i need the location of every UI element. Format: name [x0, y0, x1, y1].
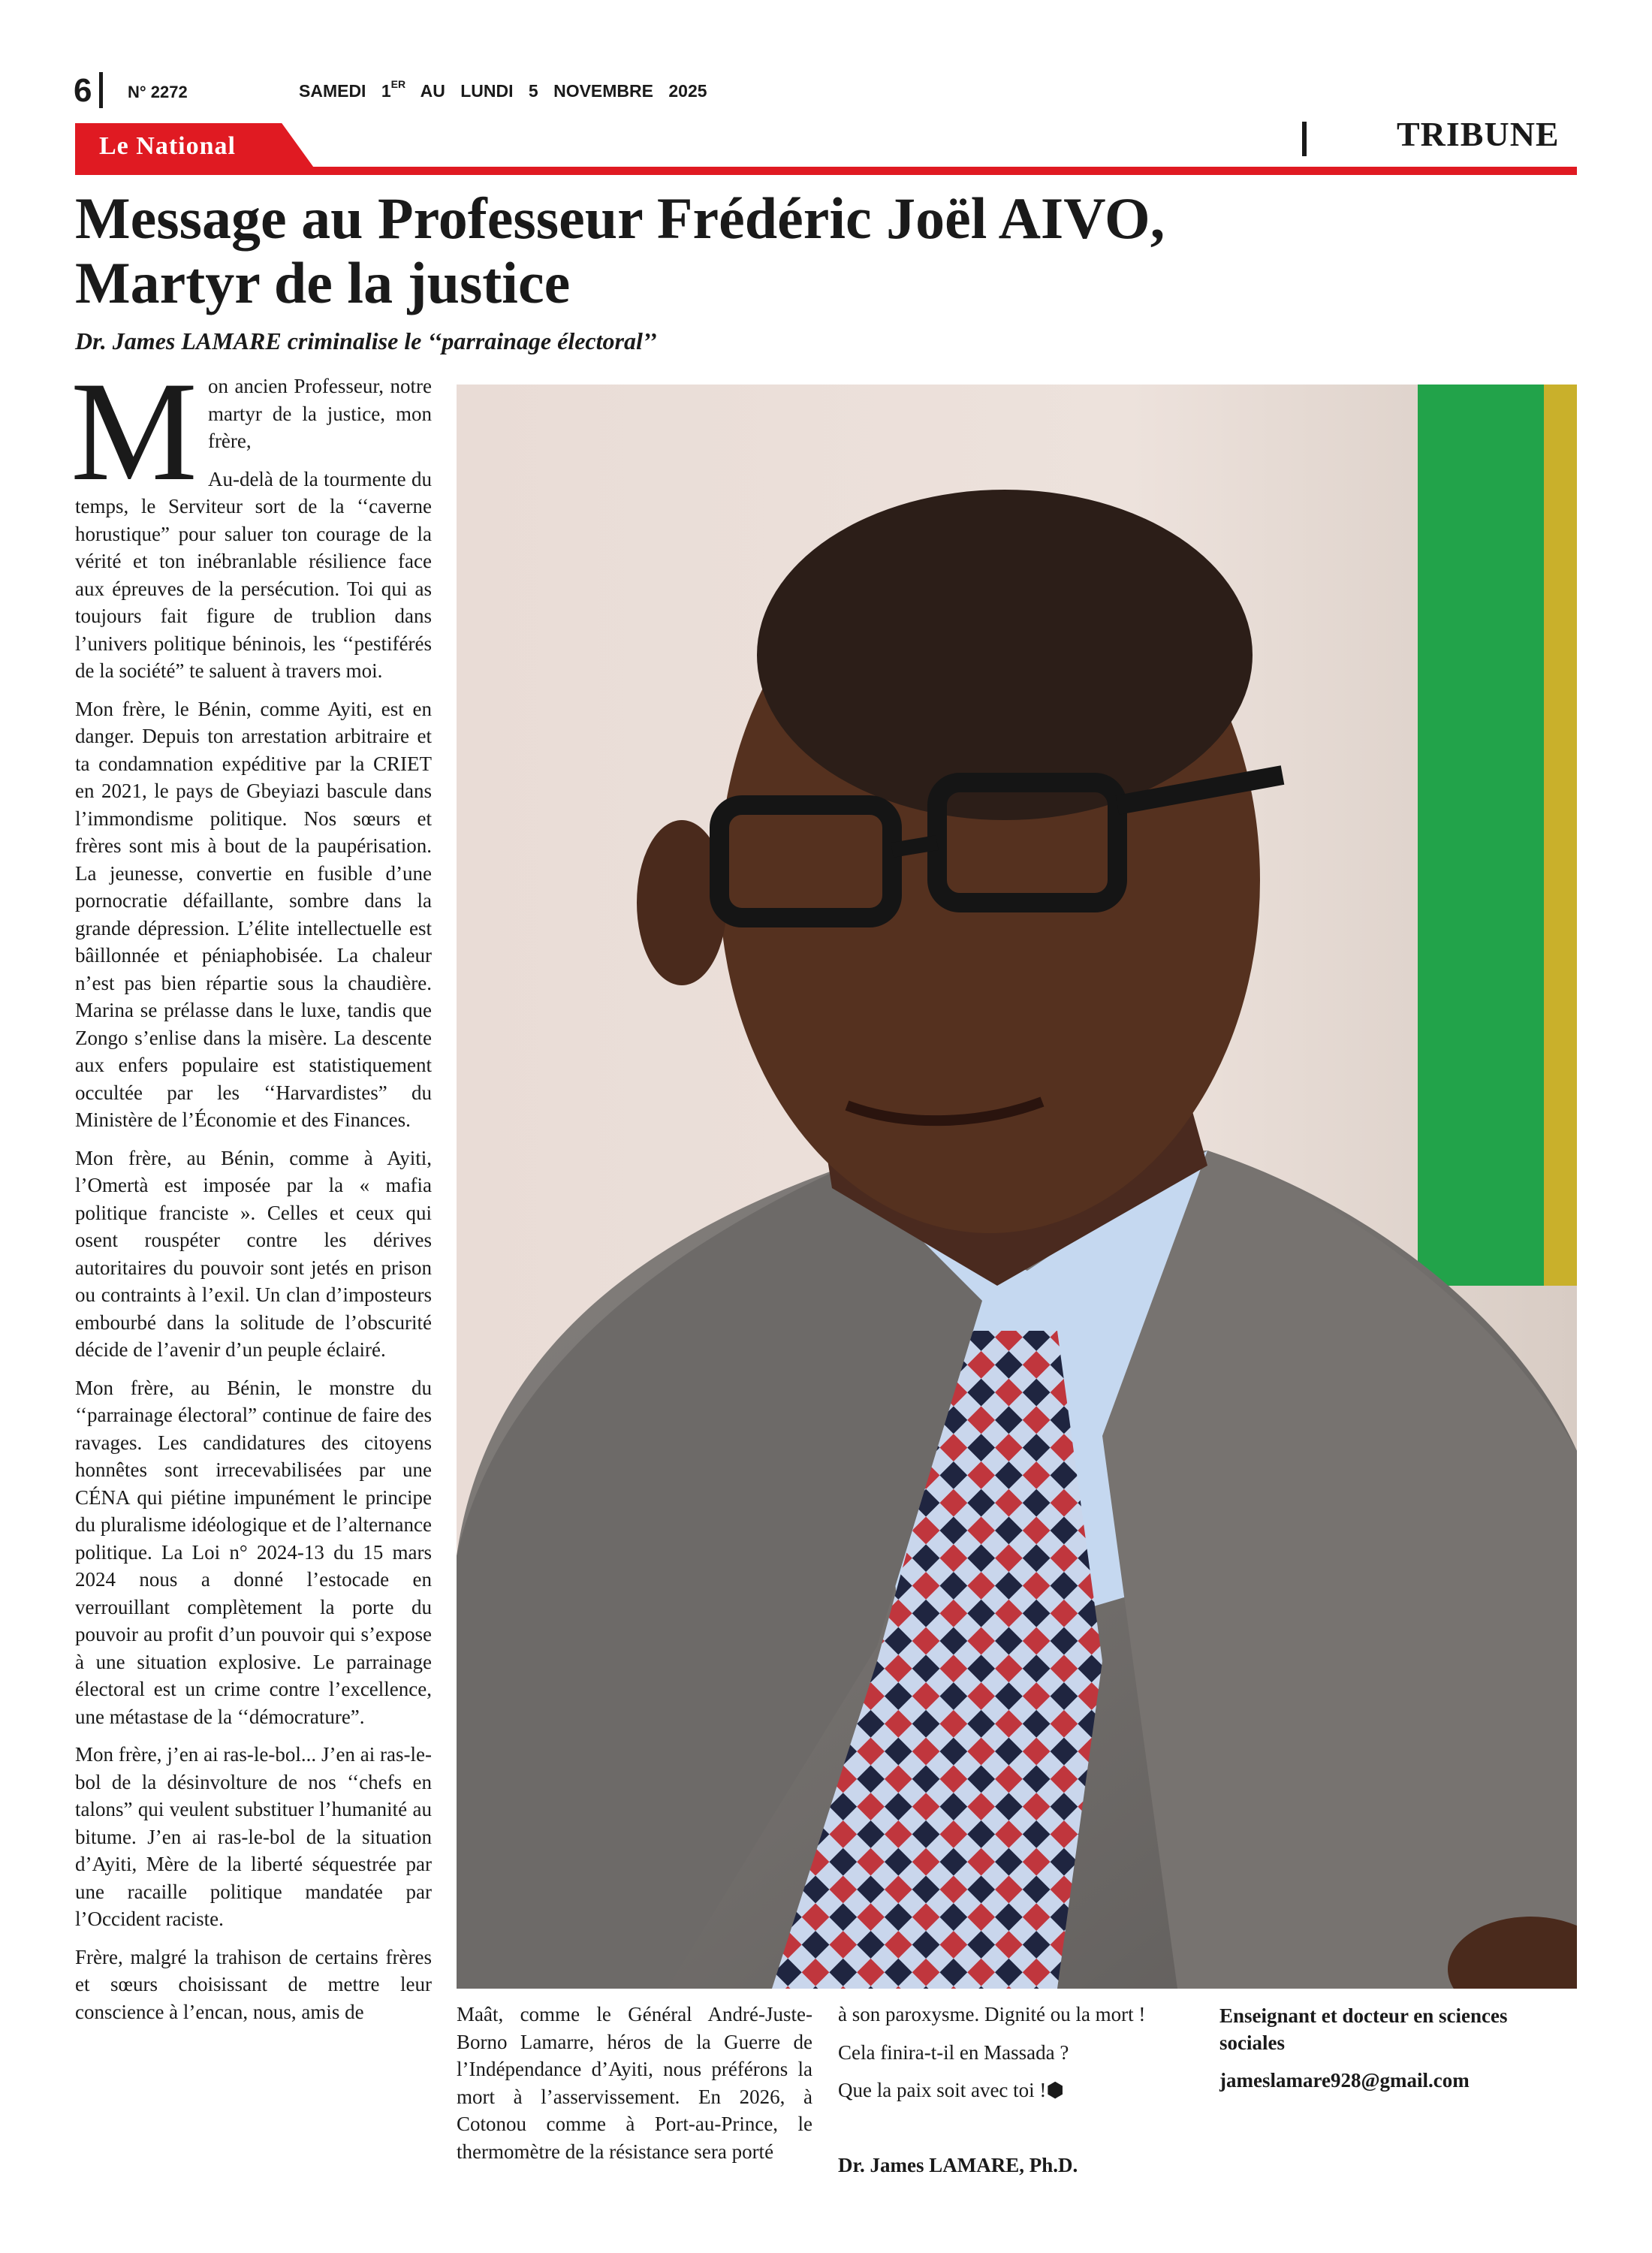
end-mark-icon: ⬢	[1046, 2079, 1064, 2101]
page-number: 6	[74, 72, 92, 109]
author-info	[1219, 2002, 1577, 2104]
paragraph-11	[838, 2077, 1194, 2104]
drop-cap: M	[71, 353, 197, 511]
date-prefix: SAMEDI 1	[299, 81, 391, 101]
section-divider	[1302, 122, 1307, 156]
title-line-2: Martyr de la justice	[75, 250, 571, 315]
article-title	[75, 186, 1502, 315]
publication-date	[299, 78, 707, 101]
author-email: jameslamare928@gmail.com	[1219, 2069, 1470, 2092]
page-number-divider	[99, 72, 103, 108]
issue-number: N° 2272	[128, 83, 188, 101]
brand-name: Le National	[99, 132, 236, 160]
paragraph-6: Mon frère, j’en ai ras-le-bol... J’en ai ras-le-bol de la désinvolture de nos ‘‘chefs en talons” qui veulent substituer l’humanité au bitume. J’en ai ras-le-bol de la situation d’Ayiti, Mère de la liberté séquestrée par une racaille politique mandatée par l’Occident raciste.	[75, 1743, 432, 1930]
paragraph-1-text: on ancien Professeur, notre martyr de la justice, mon frère,	[207, 375, 432, 452]
portrait-illustration	[457, 385, 1577, 1989]
article-subtitle: Dr. James LAMARE criminalise le ‘‘parrainage électoral’’	[75, 327, 657, 354]
paragraph-8: Maât, comme le Général André-Juste-Borno Lamarre, héros de la Guerre de l’Indépendance d’Ayiti, nous préférons la mort à l’asservissement. En 2026, à Cotonou comme à Port-au-Prince, le thermomètre de la résistance sera porté	[457, 2003, 812, 2163]
article-column-1	[71, 353, 432, 2036]
paragraph-2: Au-delà de la tourmente du temps, le Serviteur sort de la ‘‘caverne horustique” pour saluer ton courage de la vérité et ton inébranlable résilience face aux épreuves de la persécution. Toi qui as toujours fait figure de trublion dans l’univers politique béninois, les ‘‘pestiférés de la société” te saluent à travers moi.	[75, 467, 432, 682]
paragraph-5: Mon frère, au Bénin, le monstre du ‘‘parrainage électoral” continue de faire des ravages. Les candidatures des citoyens honnêtes sont irrecevabilisées par une CÉNA qui piétine impunément le principe du pluralisme idéologique et de l’alternance politique. La Loi n° 2024-13 du 15 mars 2024 nous a donné l’estocade en verrouillant complètement la porte du pouvoir au profit d’un pouvoir qui s’expose à une situation explosive. Le parrainage électoral est un crime contre l’excellence, une métastase de la ‘‘démocrature”.	[75, 1376, 432, 1728]
paragraph-10: Cela finira-t-il en Massada ?	[838, 2040, 1069, 2064]
paragraph-4: Mon frère, au Bénin, comme à Ayiti, l’Omertà est imposée par la « mafia politique franciste ». Celles et ceux qui osent rouspéter contre les dérives autoritaires du pouvoir sont jetés en prison ou contraints à l’exil. Un clan d’imposteurs embourbé dans la solitude de l’obscurité décide de l’avenir d’un peuple éclairé.	[75, 1146, 432, 1361]
article-column-3	[838, 2001, 1194, 2115]
paragraph-11-text: Que la paix soit avec toi !	[838, 2079, 1047, 2101]
paragraph-3: Mon frère, le Bénin, comme Ayiti, est en danger. Depuis ton arrestation arbitraire et ta condamnation expéditive par la CRIET en 2021, le pays de Gbeyiazi bascule dans l’immondisme politique. Nos sœurs et frères sont mis à bout de la paupérisation. La jeunesse, convertie en fusible d’une pornocratie défaillante, sombre dans la grande dépression. L’élite intellectuelle est bâillonnée et péniaphobisée. La chaleur n’est pas bien répartie sous la chaudière. Marina se prélasse dans le luxe, tandis que Zongo s’enlise dans la misère. La descente aux enfers populaire est statistiquement occultée par les ‘‘Harvardistes” du Ministère de l’Économie et des Finances.	[75, 697, 432, 1131]
date-superscript: ER	[390, 78, 406, 90]
article-column-2	[457, 2001, 812, 2176]
paragraph-9: à son paroxysme. Dignité ou la mort !	[838, 2003, 1146, 2025]
header-rule	[75, 167, 1577, 175]
signature: Dr. James LAMARE, Ph.D.	[838, 2154, 1078, 2176]
author-role: Enseignant et docteur en sciences sociales	[1219, 2004, 1508, 2054]
paragraph-7: Frère, malgré la trahison de certains frères et sœurs choisissant de mettre leur conscience à l’encan, nous, amis de	[75, 1945, 432, 2023]
author-portrait-photo	[457, 385, 1577, 1989]
paragraph-1	[71, 353, 432, 511]
date-suffix: AU LUNDI 5 NOVEMBRE 2025	[420, 81, 707, 101]
title-line-1: Message au Professeur Frédéric Joël AIVO,	[75, 185, 1165, 251]
section-label: TRIBUNE	[1397, 115, 1560, 153]
